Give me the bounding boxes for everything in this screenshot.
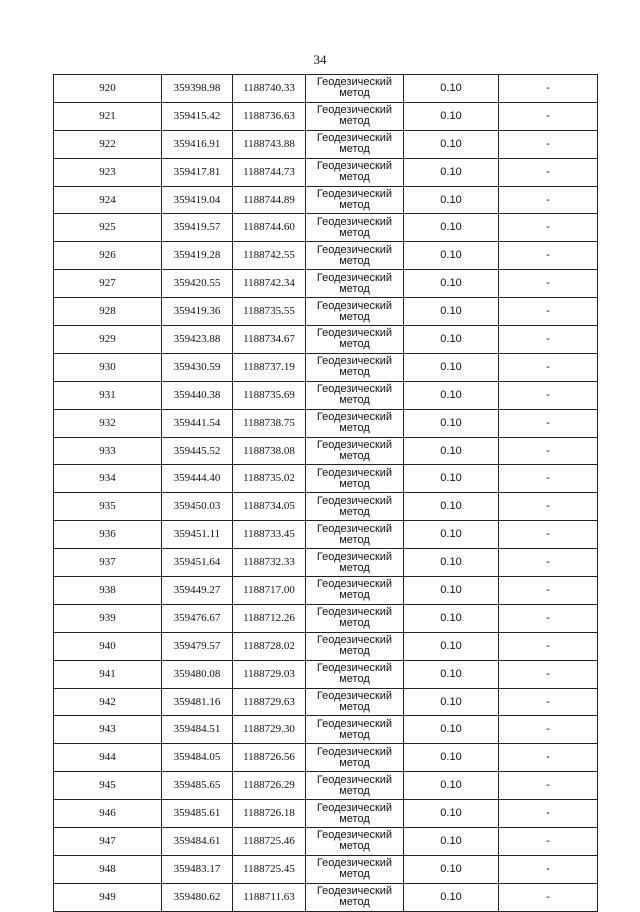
coordinates-table-body — [54, 75, 598, 912]
accuracy-cell: 0.10 — [404, 130, 499, 158]
y-coordinate-cell: 1188734.05 — [233, 493, 306, 521]
y-coordinate-cell: 1188726.56 — [233, 744, 306, 772]
accuracy-cell: 0.10 — [404, 632, 499, 660]
table-row — [54, 549, 598, 577]
method-cell: Геодезический метод — [306, 521, 404, 549]
y-coordinate-cell: 1188734.67 — [233, 326, 306, 354]
note-cell: - — [499, 298, 598, 326]
method-cell: Геодезический метод — [306, 326, 404, 354]
note-cell: - — [499, 437, 598, 465]
note-cell: - — [499, 214, 598, 242]
method-cell: Геодезический метод — [306, 186, 404, 214]
x-coordinate-cell: 359441.54 — [162, 409, 233, 437]
accuracy-cell: 0.10 — [404, 493, 499, 521]
x-coordinate-cell: 359476.67 — [162, 604, 233, 632]
note-cell: - — [499, 102, 598, 130]
note-cell: - — [499, 632, 598, 660]
y-coordinate-cell: 1188725.46 — [233, 828, 306, 856]
x-coordinate-cell: 359419.36 — [162, 298, 233, 326]
point-number-cell: 939 — [54, 604, 162, 632]
table-row — [54, 270, 598, 298]
point-number-cell: 940 — [54, 632, 162, 660]
y-coordinate-cell: 1188725.45 — [233, 855, 306, 883]
method-cell: Геодезический метод — [306, 298, 404, 326]
table-row — [54, 632, 598, 660]
note-cell: - — [499, 521, 598, 549]
table-row — [54, 744, 598, 772]
x-coordinate-cell: 359451.64 — [162, 549, 233, 577]
method-cell: Геодезический метод — [306, 270, 404, 298]
note-cell: - — [499, 772, 598, 800]
point-number-cell: 937 — [54, 549, 162, 577]
note-cell: - — [499, 130, 598, 158]
point-number-cell: 928 — [54, 298, 162, 326]
point-number-cell: 938 — [54, 577, 162, 605]
x-coordinate-cell: 359484.05 — [162, 744, 233, 772]
note-cell: - — [499, 883, 598, 911]
accuracy-cell: 0.10 — [404, 381, 499, 409]
note-cell: - — [499, 493, 598, 521]
table-row — [54, 102, 598, 130]
table-row — [54, 186, 598, 214]
point-number-cell: 931 — [54, 381, 162, 409]
accuracy-cell: 0.10 — [404, 409, 499, 437]
point-number-cell: 941 — [54, 660, 162, 688]
accuracy-cell: 0.10 — [404, 521, 499, 549]
table-row — [54, 242, 598, 270]
table-row — [54, 604, 598, 632]
accuracy-cell: 0.10 — [404, 75, 499, 103]
x-coordinate-cell: 359481.16 — [162, 688, 233, 716]
point-number-cell: 946 — [54, 800, 162, 828]
note-cell: - — [499, 326, 598, 354]
note-cell: - — [499, 828, 598, 856]
page-number: 34 — [313, 52, 327, 67]
point-number-cell: 922 — [54, 130, 162, 158]
accuracy-cell: 0.10 — [404, 577, 499, 605]
accuracy-cell: 0.10 — [404, 855, 499, 883]
y-coordinate-cell: 1188711.63 — [233, 883, 306, 911]
point-number-cell: 929 — [54, 326, 162, 354]
accuracy-cell: 0.10 — [404, 660, 499, 688]
y-coordinate-cell: 1188744.73 — [233, 158, 306, 186]
accuracy-cell: 0.10 — [404, 242, 499, 270]
point-number-cell: 947 — [54, 828, 162, 856]
y-coordinate-cell: 1188726.18 — [233, 800, 306, 828]
point-number-cell: 942 — [54, 688, 162, 716]
method-cell: Геодезический метод — [306, 883, 404, 911]
table-row — [54, 326, 598, 354]
y-coordinate-cell: 1188729.63 — [233, 688, 306, 716]
y-coordinate-cell: 1188740.33 — [233, 75, 306, 103]
point-number-cell: 934 — [54, 465, 162, 493]
table-row — [54, 298, 598, 326]
note-cell: - — [499, 242, 598, 270]
note-cell: - — [499, 158, 598, 186]
method-cell: Геодезический метод — [306, 409, 404, 437]
accuracy-cell: 0.10 — [404, 828, 499, 856]
x-coordinate-cell: 359415.42 — [162, 102, 233, 130]
accuracy-cell: 0.10 — [404, 772, 499, 800]
accuracy-cell: 0.10 — [404, 298, 499, 326]
point-number-cell: 932 — [54, 409, 162, 437]
x-coordinate-cell: 359420.55 — [162, 270, 233, 298]
accuracy-cell: 0.10 — [404, 437, 499, 465]
point-number-cell: 943 — [54, 716, 162, 744]
y-coordinate-cell: 1188729.03 — [233, 660, 306, 688]
x-coordinate-cell: 359398.98 — [162, 75, 233, 103]
point-number-cell: 944 — [54, 744, 162, 772]
method-cell: Геодезический метод — [306, 688, 404, 716]
point-number-cell: 936 — [54, 521, 162, 549]
x-coordinate-cell: 359484.51 — [162, 716, 233, 744]
y-coordinate-cell: 1188744.89 — [233, 186, 306, 214]
accuracy-cell: 0.10 — [404, 549, 499, 577]
y-coordinate-cell: 1188728.02 — [233, 632, 306, 660]
point-number-cell: 923 — [54, 158, 162, 186]
method-cell: Геодезический метод — [306, 855, 404, 883]
x-coordinate-cell: 359480.08 — [162, 660, 233, 688]
x-coordinate-cell: 359416.91 — [162, 130, 233, 158]
note-cell: - — [499, 381, 598, 409]
accuracy-cell: 0.10 — [404, 883, 499, 911]
y-coordinate-cell: 1188742.55 — [233, 242, 306, 270]
y-coordinate-cell: 1188742.34 — [233, 270, 306, 298]
table-row — [54, 772, 598, 800]
table-row — [54, 493, 598, 521]
table-row — [54, 465, 598, 493]
note-cell: - — [499, 660, 598, 688]
note-cell: - — [499, 604, 598, 632]
accuracy-cell: 0.10 — [404, 465, 499, 493]
table-row — [54, 855, 598, 883]
y-coordinate-cell: 1188738.75 — [233, 409, 306, 437]
method-cell: Геодезический метод — [306, 828, 404, 856]
point-number-cell: 933 — [54, 437, 162, 465]
y-coordinate-cell: 1188726.29 — [233, 772, 306, 800]
accuracy-cell: 0.10 — [404, 353, 499, 381]
y-coordinate-cell: 1188729.30 — [233, 716, 306, 744]
table-row — [54, 130, 598, 158]
table-row — [54, 158, 598, 186]
point-number-cell: 920 — [54, 75, 162, 103]
table-row — [54, 800, 598, 828]
method-cell: Геодезический метод — [306, 772, 404, 800]
table-row — [54, 577, 598, 605]
method-cell: Геодезический метод — [306, 604, 404, 632]
x-coordinate-cell: 359483.17 — [162, 855, 233, 883]
accuracy-cell: 0.10 — [404, 186, 499, 214]
table-row — [54, 660, 598, 688]
point-number-cell: 945 — [54, 772, 162, 800]
note-cell: - — [499, 744, 598, 772]
y-coordinate-cell: 1188736.63 — [233, 102, 306, 130]
table-row — [54, 883, 598, 911]
method-cell: Геодезический метод — [306, 632, 404, 660]
y-coordinate-cell: 1188738.08 — [233, 437, 306, 465]
x-coordinate-cell: 359449.27 — [162, 577, 233, 605]
x-coordinate-cell: 359423.88 — [162, 326, 233, 354]
point-number-cell: 926 — [54, 242, 162, 270]
y-coordinate-cell: 1188732.33 — [233, 549, 306, 577]
y-coordinate-cell: 1188712.26 — [233, 604, 306, 632]
method-cell: Геодезический метод — [306, 214, 404, 242]
accuracy-cell: 0.10 — [404, 326, 499, 354]
note-cell: - — [499, 353, 598, 381]
accuracy-cell: 0.10 — [404, 214, 499, 242]
y-coordinate-cell: 1188735.02 — [233, 465, 306, 493]
note-cell: - — [499, 409, 598, 437]
table-row — [54, 353, 598, 381]
accuracy-cell: 0.10 — [404, 688, 499, 716]
method-cell: Геодезический метод — [306, 549, 404, 577]
accuracy-cell: 0.10 — [404, 604, 499, 632]
x-coordinate-cell: 359444.40 — [162, 465, 233, 493]
x-coordinate-cell: 359419.04 — [162, 186, 233, 214]
table-row — [54, 381, 598, 409]
x-coordinate-cell: 359484.61 — [162, 828, 233, 856]
point-number-cell: 930 — [54, 353, 162, 381]
coordinates-table — [53, 74, 598, 912]
table-row — [54, 688, 598, 716]
x-coordinate-cell: 359485.61 — [162, 800, 233, 828]
x-coordinate-cell: 359417.81 — [162, 158, 233, 186]
y-coordinate-cell: 1188743.88 — [233, 130, 306, 158]
note-cell: - — [499, 800, 598, 828]
x-coordinate-cell: 359440.38 — [162, 381, 233, 409]
method-cell: Геодезический метод — [306, 577, 404, 605]
x-coordinate-cell: 359450.03 — [162, 493, 233, 521]
x-coordinate-cell: 359419.28 — [162, 242, 233, 270]
table-row — [54, 521, 598, 549]
table-row — [54, 75, 598, 103]
method-cell: Геодезический метод — [306, 102, 404, 130]
point-number-cell: 925 — [54, 214, 162, 242]
method-cell: Геодезический метод — [306, 353, 404, 381]
table-row — [54, 437, 598, 465]
method-cell: Геодезический метод — [306, 242, 404, 270]
table-row — [54, 716, 598, 744]
accuracy-cell: 0.10 — [404, 102, 499, 130]
point-number-cell: 927 — [54, 270, 162, 298]
method-cell: Геодезический метод — [306, 465, 404, 493]
x-coordinate-cell: 359480.62 — [162, 883, 233, 911]
note-cell: - — [499, 688, 598, 716]
note-cell: - — [499, 270, 598, 298]
note-cell: - — [499, 549, 598, 577]
y-coordinate-cell: 1188733.45 — [233, 521, 306, 549]
x-coordinate-cell: 359430.59 — [162, 353, 233, 381]
accuracy-cell: 0.10 — [404, 800, 499, 828]
method-cell: Геодезический метод — [306, 716, 404, 744]
y-coordinate-cell: 1188735.69 — [233, 381, 306, 409]
point-number-cell: 921 — [54, 102, 162, 130]
x-coordinate-cell: 359485.65 — [162, 772, 233, 800]
y-coordinate-cell: 1188717.00 — [233, 577, 306, 605]
note-cell: - — [499, 577, 598, 605]
note-cell: - — [499, 186, 598, 214]
method-cell: Геодезический метод — [306, 381, 404, 409]
point-number-cell: 935 — [54, 493, 162, 521]
note-cell: - — [499, 716, 598, 744]
y-coordinate-cell: 1188744.60 — [233, 214, 306, 242]
method-cell: Геодезический метод — [306, 130, 404, 158]
table-row — [54, 828, 598, 856]
note-cell: - — [499, 465, 598, 493]
x-coordinate-cell: 359419.57 — [162, 214, 233, 242]
x-coordinate-cell: 359445.52 — [162, 437, 233, 465]
table-row — [54, 409, 598, 437]
method-cell: Геодезический метод — [306, 744, 404, 772]
point-number-cell: 949 — [54, 883, 162, 911]
method-cell: Геодезический метод — [306, 75, 404, 103]
y-coordinate-cell: 1188735.55 — [233, 298, 306, 326]
accuracy-cell: 0.10 — [404, 744, 499, 772]
x-coordinate-cell: 359451.11 — [162, 521, 233, 549]
accuracy-cell: 0.10 — [404, 716, 499, 744]
method-cell: Геодезический метод — [306, 493, 404, 521]
method-cell: Геодезический метод — [306, 660, 404, 688]
point-number-cell: 924 — [54, 186, 162, 214]
point-number-cell: 948 — [54, 855, 162, 883]
method-cell: Геодезический метод — [306, 158, 404, 186]
method-cell: Геодезический метод — [306, 800, 404, 828]
method-cell: Геодезический метод — [306, 437, 404, 465]
note-cell: - — [499, 75, 598, 103]
accuracy-cell: 0.10 — [404, 158, 499, 186]
x-coordinate-cell: 359479.57 — [162, 632, 233, 660]
accuracy-cell: 0.10 — [404, 270, 499, 298]
table-row — [54, 214, 598, 242]
note-cell: - — [499, 855, 598, 883]
y-coordinate-cell: 1188737.19 — [233, 353, 306, 381]
